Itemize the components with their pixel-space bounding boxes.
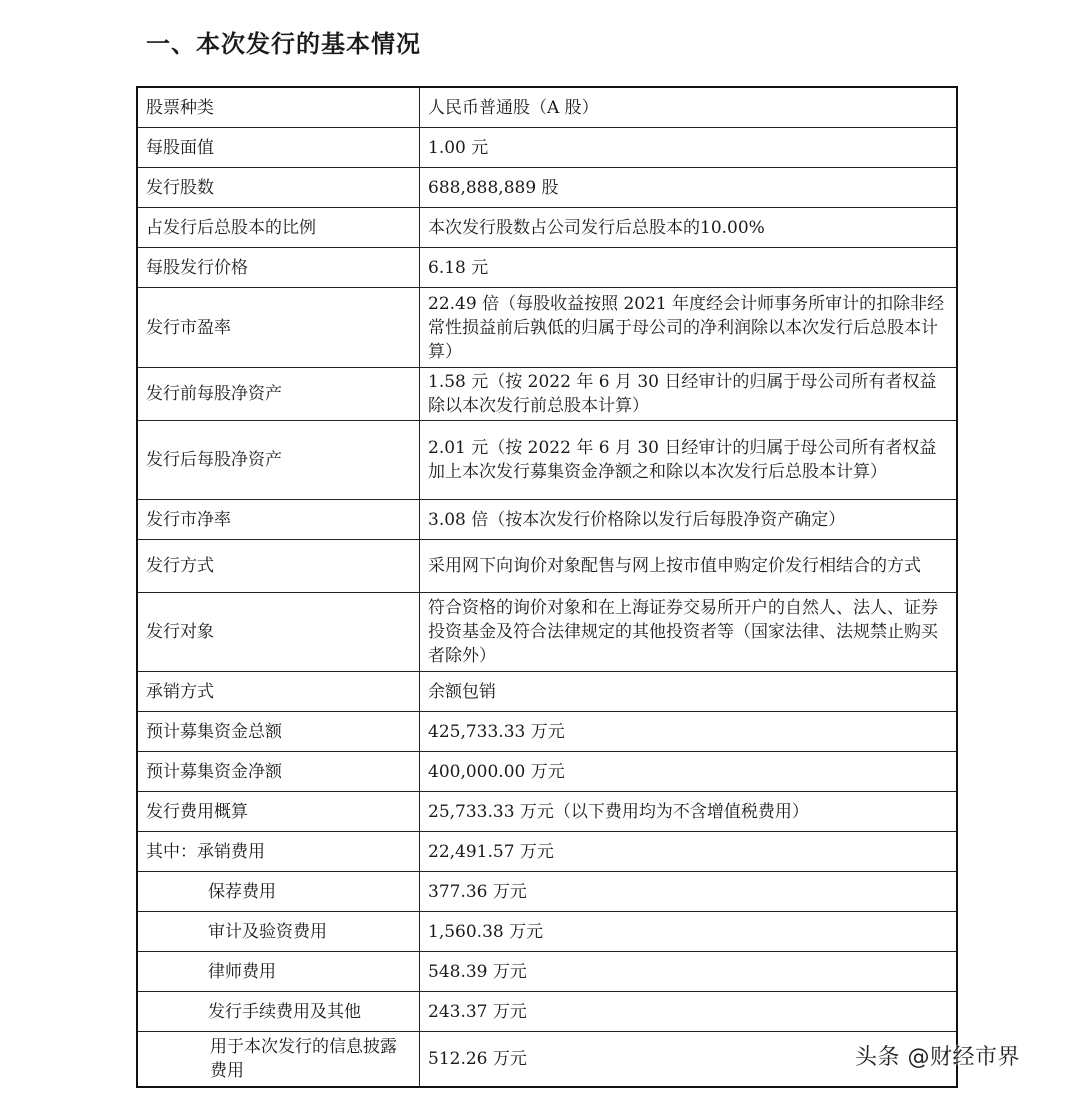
table-row bbox=[137, 420, 957, 499]
table-row bbox=[137, 951, 957, 991]
row-value: 22,491.57 万元 bbox=[420, 831, 958, 871]
row-value: 符合资格的询价对象和在上海证券交易所开户的自然人、法人、证券投资基金及符合法律规定的其他投资者等（国家法律、法规禁止购买者除外） bbox=[420, 592, 958, 671]
row-value: 377.36 万元 bbox=[420, 871, 958, 911]
row-label: 用于本次发行的信息披露费用 bbox=[137, 1031, 420, 1087]
row-label: 发行对象 bbox=[137, 592, 420, 671]
row-value: 512.26 万元 bbox=[420, 1031, 958, 1087]
row-value: 1,560.38 万元 bbox=[420, 911, 958, 951]
row-value: 22.49 倍（每股收益按照 2021 年度经会计师事务所审计的扣除非经常性损益前后孰低的归属于母公司的净利润除以本次发行后总股本计算） bbox=[420, 287, 958, 367]
row-label: 每股发行价格 bbox=[137, 247, 420, 287]
row-value: 400,000.00 万元 bbox=[420, 751, 958, 791]
row-label: 发行方式 bbox=[137, 539, 420, 592]
row-label: 发行手续费用及其他 bbox=[137, 991, 420, 1031]
row-label: 保荐费用 bbox=[137, 871, 420, 911]
row-value: 采用网下向询价对象配售与网上按市值申购定价发行相结合的方式 bbox=[420, 539, 958, 592]
table-row bbox=[137, 711, 957, 751]
row-value: 余额包销 bbox=[420, 671, 958, 711]
table-row bbox=[137, 592, 957, 671]
table-row bbox=[137, 127, 957, 167]
row-value: 本次发行股数占公司发行后总股本的10.00% bbox=[420, 207, 958, 247]
watermark: 头条 @财经市界 bbox=[855, 1045, 1020, 1070]
table-row bbox=[137, 1031, 957, 1087]
row-label: 预计募集资金净额 bbox=[137, 751, 420, 791]
row-value: 6.18 元 bbox=[420, 247, 958, 287]
row-label: 每股面值 bbox=[137, 127, 420, 167]
table-row bbox=[137, 751, 957, 791]
row-label: 占发行后总股本的比例 bbox=[137, 207, 420, 247]
table-row bbox=[137, 499, 957, 539]
row-label: 发行市净率 bbox=[137, 499, 420, 539]
row-label: 发行前每股净资产 bbox=[137, 367, 420, 420]
row-label: 其中：承销费用 bbox=[137, 831, 420, 871]
row-value: 425,733.33 万元 bbox=[420, 711, 958, 751]
table-row bbox=[137, 831, 957, 871]
row-label: 审计及验资费用 bbox=[137, 911, 420, 951]
row-label: 承销方式 bbox=[137, 671, 420, 711]
table-row bbox=[137, 87, 957, 127]
row-label: 发行费用概算 bbox=[137, 791, 420, 831]
table-row bbox=[137, 287, 957, 367]
table-row bbox=[137, 991, 957, 1031]
table-row bbox=[137, 791, 957, 831]
row-value: 人民币普通股（A 股） bbox=[420, 87, 958, 127]
row-label: 股票种类 bbox=[137, 87, 420, 127]
row-value: 25,733.33 万元（以下费用均为不含增值税费用） bbox=[420, 791, 958, 831]
table-row bbox=[137, 367, 957, 420]
row-label: 发行股数 bbox=[137, 167, 420, 207]
row-label: 预计募集资金总额 bbox=[137, 711, 420, 751]
table-row bbox=[137, 167, 957, 207]
table-row bbox=[137, 539, 957, 592]
table-row bbox=[137, 871, 957, 911]
table-row bbox=[137, 207, 957, 247]
row-value: 688,888,889 股 bbox=[420, 167, 958, 207]
table-row bbox=[137, 247, 957, 287]
row-label: 发行后每股净资产 bbox=[137, 420, 420, 499]
row-value: 1.00 元 bbox=[420, 127, 958, 167]
row-value: 548.39 万元 bbox=[420, 951, 958, 991]
row-label: 发行市盈率 bbox=[137, 287, 420, 367]
page-title: 一、本次发行的基本情况 bbox=[146, 30, 421, 58]
table-row bbox=[137, 671, 957, 711]
row-value: 3.08 倍（按本次发行价格除以发行后每股净资产确定） bbox=[420, 499, 958, 539]
row-value: 1.58 元（按 2022 年 6 月 30 日经审计的归属于母公司所有者权益除以本次发行前总股本计算） bbox=[420, 367, 958, 420]
row-value: 243.37 万元 bbox=[420, 991, 958, 1031]
row-label: 律师费用 bbox=[137, 951, 420, 991]
table-row bbox=[137, 911, 957, 951]
row-value: 2.01 元（按 2022 年 6 月 30 日经审计的归属于母公司所有者权益加上本次发行募集资金净额之和除以本次发行后总股本计算） bbox=[420, 420, 958, 499]
issuance-info-table bbox=[136, 86, 958, 1088]
